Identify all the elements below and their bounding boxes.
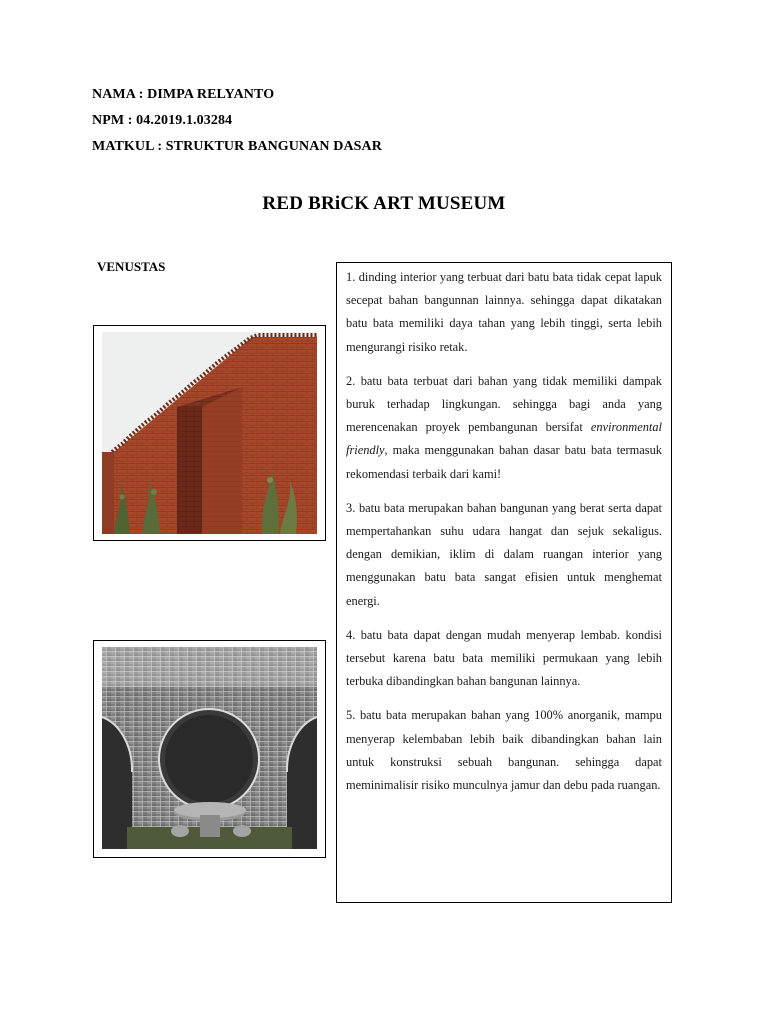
point-2 (346, 370, 662, 486)
photo-frame-grey-brick (93, 640, 326, 858)
point-2-text-after: , maka menggunakan bahan dasar batu bata termasuk rekomendasi terbaik dari kami! (346, 443, 662, 481)
point-2-italic-term: environmental friendly (346, 420, 662, 458)
point-2-text-before: 2. batu bata terbuat dari bahan yang tidak memiliki dampak buruk terhadap lingkungan. sehingga bagi anda yang merencenakan proyek pembangunan bersifat (346, 373, 662, 435)
student-name: NAMA : DIMPA RELYANTO (92, 87, 275, 102)
section-label: VENUSTAS (97, 259, 166, 274)
student-npm: NPM : 04.2019.1.03284 (92, 113, 233, 128)
grey-brick-moon-gate-photo (102, 647, 317, 849)
course-name: MATKUL : STRUKTUR BANGUNAN DASAR (92, 139, 382, 154)
point-5: 5. batu bata merupakan bahan yang 100% anorganik, mampu menyerap kelembaban lebih baik dibandingkan bahan lain untuk konstruksi sebuah bangunan. sehingga dapat meminimalisir risiko munculnya jamur dan debu pada ruangan. (346, 708, 662, 793)
document-title: RED BRiCK ART MUSEUM (262, 193, 506, 214)
point-4: 4. batu bata dapat dengan mudah menyerap lembab. kondisi tersebut karena batu bata memiliki permukaan yang lebih terbuka dibandingkan bahan bangunan lainnya. (346, 627, 662, 689)
photo-frame-red-brick (93, 325, 326, 541)
venustas-text-box (336, 262, 672, 903)
point-1: 1. dinding interior yang terbuat dari batu bata tidak cepat lapuk secepat bahan bangunnan lainnya. sehingga dapat dikatakan batu bata memiliki daya tahan yang lebih tinggi, serta lebih mengurangi risiko retak. (346, 270, 662, 354)
point-3: 3. batu bata merupakan bahan bangunan yang berat serta dapat mempertahankan suhu udara hangat dan sejuk sekaligus. dengan demikian, iklim di dalam ruangan interior yang menggunakan batu bata sangat efisien untuk menghemat energi. (346, 500, 662, 608)
red-brick-wall-photo (102, 332, 317, 534)
